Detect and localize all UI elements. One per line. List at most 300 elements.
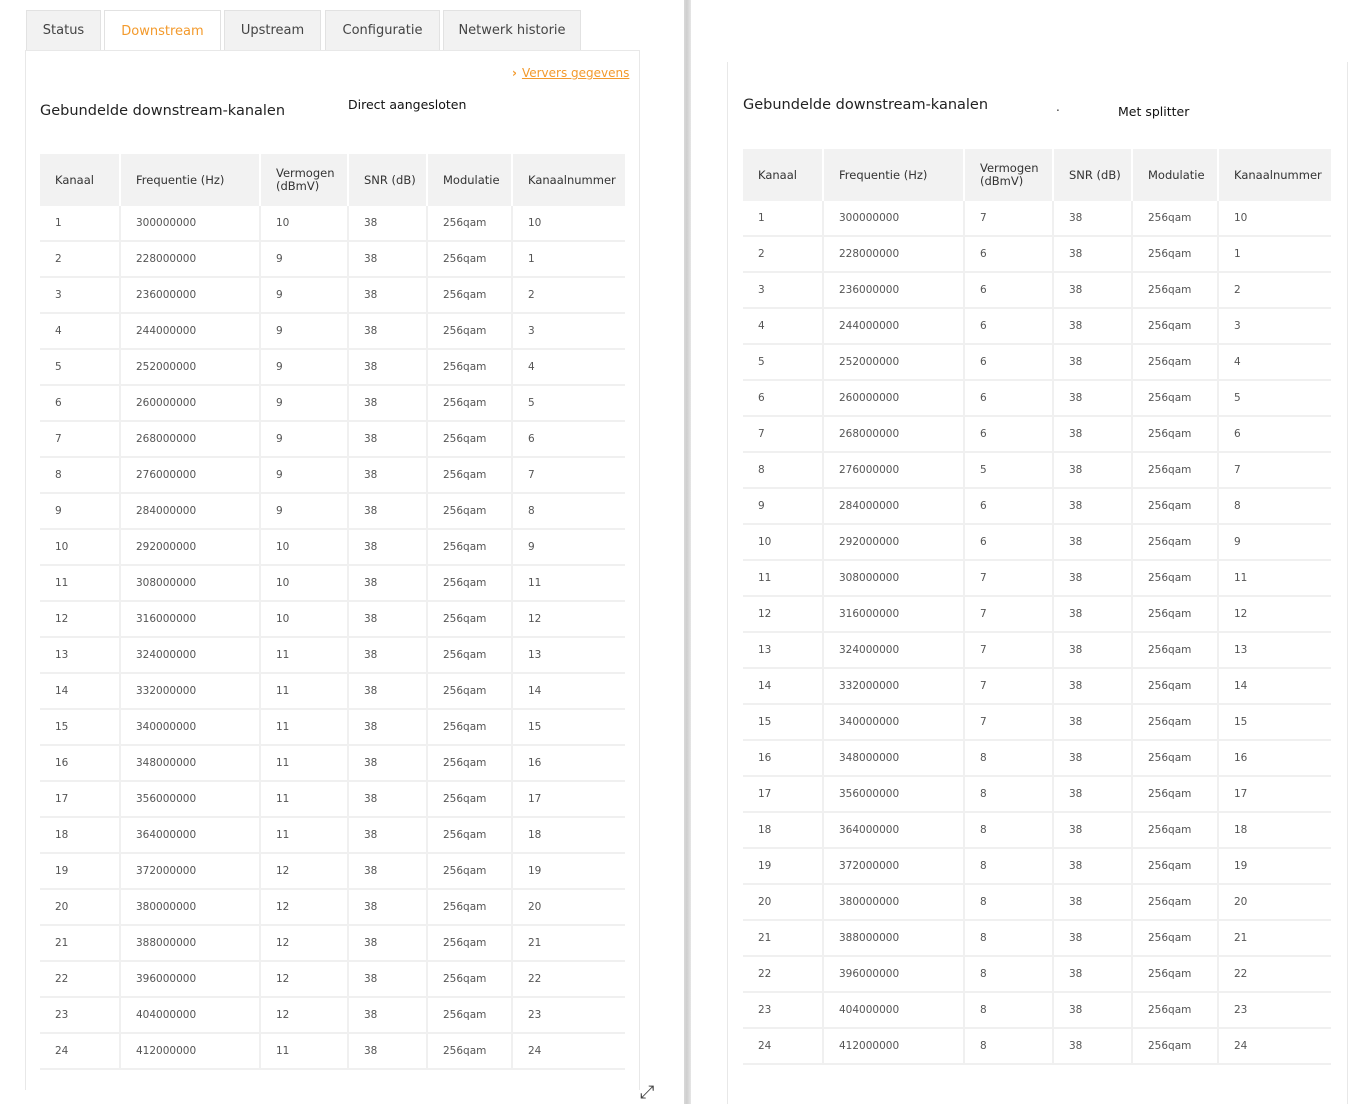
cell-kanaal: 16 — [743, 740, 823, 776]
cell-vermogen: 8 — [964, 992, 1053, 1028]
cell-modulatie: 256qam — [1132, 488, 1218, 524]
cell-kanaal: 22 — [40, 961, 120, 997]
cell-modulatie: 256qam — [427, 601, 512, 637]
cell-frequentie: 388000000 — [120, 925, 260, 961]
cell-snr: 38 — [1053, 308, 1132, 344]
cell-modulatie: 256qam — [1132, 596, 1218, 632]
table-row — [40, 925, 625, 961]
cell-snr: 38 — [1053, 992, 1132, 1028]
cell-modulatie: 256qam — [1132, 956, 1218, 992]
cell-snr: 38 — [348, 1033, 427, 1069]
right-section-title: Gebundelde downstream-kanalen — [743, 97, 989, 113]
cell-frequentie: 412000000 — [120, 1033, 260, 1069]
cell-kanaal: 20 — [40, 889, 120, 925]
table-row — [40, 601, 625, 637]
cell-snr: 38 — [348, 997, 427, 1033]
cell-kanaal: 18 — [743, 812, 823, 848]
cell-modulatie: 256qam — [427, 493, 512, 529]
cell-kanaalnummer: 20 — [1218, 884, 1331, 920]
cell-kanaalnummer: 12 — [512, 601, 625, 637]
cell-snr: 38 — [1053, 560, 1132, 596]
cell-kanaal: 13 — [40, 637, 120, 673]
cell-kanaalnummer: 23 — [1218, 992, 1331, 1028]
cell-kanaal: 8 — [40, 457, 120, 493]
cell-frequentie: 356000000 — [823, 776, 964, 812]
cell-kanaal: 11 — [40, 565, 120, 601]
cell-frequentie: 364000000 — [120, 817, 260, 853]
cell-modulatie: 256qam — [427, 781, 512, 817]
cell-kanaalnummer: 10 — [1218, 201, 1331, 236]
cell-kanaal: 5 — [743, 344, 823, 380]
cell-frequentie: 276000000 — [120, 457, 260, 493]
col-snr: SNR (dB) — [1053, 149, 1132, 201]
tab-configuratie[interactable]: Configuratie — [325, 10, 440, 50]
cell-modulatie: 256qam — [1132, 992, 1218, 1028]
cell-snr: 38 — [348, 781, 427, 817]
cell-frequentie: 324000000 — [823, 632, 964, 668]
cell-kanaalnummer: 21 — [1218, 920, 1331, 956]
cell-frequentie: 332000000 — [120, 673, 260, 709]
cell-snr: 38 — [348, 313, 427, 349]
cell-kanaal: 7 — [743, 416, 823, 452]
chevron-right-icon: › — [512, 66, 517, 80]
col-frequentie: Frequentie (Hz) — [823, 149, 964, 201]
cell-kanaalnummer: 15 — [512, 709, 625, 745]
table-row — [40, 889, 625, 925]
refresh-link[interactable] — [512, 66, 629, 80]
table-row — [743, 452, 1331, 488]
cell-modulatie: 256qam — [427, 206, 512, 241]
table-row — [40, 529, 625, 565]
cell-snr: 38 — [1053, 956, 1132, 992]
cell-modulatie: 256qam — [427, 421, 512, 457]
cell-frequentie: 348000000 — [823, 740, 964, 776]
table-row — [40, 313, 625, 349]
tab-status[interactable]: Status — [26, 10, 101, 50]
cell-vermogen: 9 — [260, 493, 348, 529]
cell-frequentie: 340000000 — [120, 709, 260, 745]
cell-kanaalnummer: 8 — [1218, 488, 1331, 524]
cell-frequentie: 404000000 — [823, 992, 964, 1028]
cell-modulatie: 256qam — [427, 961, 512, 997]
cell-vermogen: 9 — [260, 349, 348, 385]
cell-modulatie: 256qam — [427, 673, 512, 709]
cell-kanaalnummer: 1 — [512, 241, 625, 277]
cell-kanaalnummer: 9 — [1218, 524, 1331, 560]
cell-vermogen: 10 — [260, 529, 348, 565]
col-kanaalnummer: Kanaalnummer — [512, 154, 625, 206]
table-row — [743, 992, 1331, 1028]
cell-kanaalnummer: 12 — [1218, 596, 1331, 632]
table-row — [743, 776, 1331, 812]
cell-snr: 38 — [348, 349, 427, 385]
cell-frequentie: 228000000 — [120, 241, 260, 277]
table-row — [743, 380, 1331, 416]
cell-kanaal: 16 — [40, 745, 120, 781]
cell-frequentie: 260000000 — [120, 385, 260, 421]
cell-modulatie: 256qam — [427, 637, 512, 673]
cell-vermogen: 7 — [964, 596, 1053, 632]
table-row — [40, 745, 625, 781]
cell-modulatie: 256qam — [427, 745, 512, 781]
cell-vermogen: 9 — [260, 385, 348, 421]
cell-vermogen: 9 — [260, 457, 348, 493]
cell-kanaal: 4 — [743, 308, 823, 344]
resize-diagonal-icon[interactable]: ⤢ — [640, 1082, 655, 1103]
cell-vermogen: 12 — [260, 853, 348, 889]
table-row — [40, 241, 625, 277]
cell-frequentie: 308000000 — [120, 565, 260, 601]
cell-modulatie: 256qam — [427, 889, 512, 925]
table-row — [40, 565, 625, 601]
cell-modulatie: 256qam — [427, 349, 512, 385]
table-row — [743, 596, 1331, 632]
cell-kanaal: 3 — [40, 277, 120, 313]
cell-frequentie: 244000000 — [823, 308, 964, 344]
cell-snr: 38 — [348, 385, 427, 421]
cell-snr: 38 — [348, 206, 427, 241]
cell-frequentie: 372000000 — [823, 848, 964, 884]
table-row — [40, 637, 625, 673]
cell-snr: 38 — [348, 457, 427, 493]
table-row — [40, 817, 625, 853]
cell-snr: 38 — [348, 565, 427, 601]
cell-kanaal: 24 — [743, 1028, 823, 1064]
tab-netwerk-historie[interactable]: Netwerk historie — [443, 10, 581, 50]
cell-vermogen: 8 — [964, 920, 1053, 956]
cell-kanaalnummer: 20 — [512, 889, 625, 925]
cell-modulatie: 256qam — [427, 277, 512, 313]
cell-frequentie: 276000000 — [823, 452, 964, 488]
cell-kanaalnummer: 16 — [1218, 740, 1331, 776]
cell-kanaalnummer: 4 — [1218, 344, 1331, 380]
cell-kanaalnummer: 19 — [512, 853, 625, 889]
cell-modulatie: 256qam — [427, 529, 512, 565]
cell-vermogen: 7 — [964, 560, 1053, 596]
left-section-title: Gebundelde downstream-kanalen — [40, 103, 286, 119]
cell-frequentie: 340000000 — [823, 704, 964, 740]
cell-vermogen: 6 — [964, 524, 1053, 560]
table-row — [743, 416, 1331, 452]
cell-kanaal: 15 — [40, 709, 120, 745]
col-vermogen: Vermogen (dBmV) — [964, 149, 1053, 201]
cell-kanaalnummer: 4 — [512, 349, 625, 385]
cell-kanaal: 12 — [743, 596, 823, 632]
cell-kanaal: 5 — [40, 349, 120, 385]
table-row — [40, 961, 625, 997]
cell-modulatie: 256qam — [427, 457, 512, 493]
cell-vermogen: 6 — [964, 488, 1053, 524]
cell-vermogen: 9 — [260, 313, 348, 349]
right-note: Met splitter — [1118, 104, 1190, 119]
cell-vermogen: 12 — [260, 997, 348, 1033]
cell-frequentie: 396000000 — [120, 961, 260, 997]
cell-frequentie: 380000000 — [120, 889, 260, 925]
cell-kanaal: 12 — [40, 601, 120, 637]
cell-kanaalnummer: 22 — [512, 961, 625, 997]
cell-frequentie: 396000000 — [823, 956, 964, 992]
table-row — [40, 1033, 625, 1069]
cell-modulatie: 256qam — [427, 313, 512, 349]
cell-kanaal: 22 — [743, 956, 823, 992]
cell-kanaal: 18 — [40, 817, 120, 853]
cell-vermogen: 8 — [964, 848, 1053, 884]
cell-snr: 38 — [348, 529, 427, 565]
table-row — [743, 740, 1331, 776]
col-snr: SNR (dB) — [348, 154, 427, 206]
cell-vermogen: 11 — [260, 781, 348, 817]
cell-modulatie: 256qam — [1132, 308, 1218, 344]
cell-vermogen: 12 — [260, 925, 348, 961]
cell-frequentie: 412000000 — [823, 1028, 964, 1064]
table-row — [40, 997, 625, 1033]
cell-snr: 38 — [348, 601, 427, 637]
cell-frequentie: 372000000 — [120, 853, 260, 889]
cell-kanaalnummer: 8 — [512, 493, 625, 529]
cell-snr: 38 — [1053, 344, 1132, 380]
table-row — [743, 812, 1331, 848]
left-note: Direct aangesloten — [348, 97, 467, 112]
cell-vermogen: 7 — [964, 201, 1053, 236]
cell-snr: 38 — [1053, 416, 1132, 452]
cell-frequentie: 268000000 — [120, 421, 260, 457]
table-row — [40, 493, 625, 529]
cell-vermogen: 8 — [964, 1028, 1053, 1064]
cell-frequentie: 316000000 — [823, 596, 964, 632]
cell-kanaalnummer: 21 — [512, 925, 625, 961]
cell-kanaalnummer: 2 — [1218, 272, 1331, 308]
cell-snr: 38 — [1053, 236, 1132, 272]
cell-frequentie: 356000000 — [120, 781, 260, 817]
cell-kanaal: 3 — [743, 272, 823, 308]
cell-kanaalnummer: 11 — [1218, 560, 1331, 596]
cell-frequentie: 388000000 — [823, 920, 964, 956]
cell-frequentie: 292000000 — [120, 529, 260, 565]
cell-kanaal: 6 — [40, 385, 120, 421]
cell-modulatie: 256qam — [1132, 344, 1218, 380]
table-row — [40, 673, 625, 709]
cell-vermogen: 5 — [964, 452, 1053, 488]
cell-kanaalnummer: 24 — [1218, 1028, 1331, 1064]
cell-frequentie: 380000000 — [823, 884, 964, 920]
cell-kanaalnummer: 11 — [512, 565, 625, 601]
cell-snr: 38 — [348, 925, 427, 961]
col-kanaal: Kanaal — [40, 154, 120, 206]
cell-vermogen: 11 — [260, 637, 348, 673]
cell-frequentie: 268000000 — [823, 416, 964, 452]
cell-snr: 38 — [348, 709, 427, 745]
cell-vermogen: 8 — [964, 776, 1053, 812]
table-row — [40, 385, 625, 421]
cell-kanaalnummer: 23 — [512, 997, 625, 1033]
tab-upstream[interactable]: Upstream — [224, 10, 321, 50]
cell-kanaalnummer: 22 — [1218, 956, 1331, 992]
cell-modulatie: 256qam — [1132, 416, 1218, 452]
cell-kanaalnummer: 7 — [512, 457, 625, 493]
cell-vermogen: 6 — [964, 416, 1053, 452]
cell-modulatie: 256qam — [427, 817, 512, 853]
cell-kanaal: 21 — [40, 925, 120, 961]
channel-table-direct — [40, 154, 625, 1070]
cell-frequentie: 308000000 — [823, 560, 964, 596]
table-row — [743, 632, 1331, 668]
table-row — [743, 308, 1331, 344]
table-row — [743, 668, 1331, 704]
cell-snr: 38 — [1053, 452, 1132, 488]
cell-modulatie: 256qam — [1132, 884, 1218, 920]
cell-modulatie: 256qam — [1132, 920, 1218, 956]
table-row — [743, 488, 1331, 524]
cell-vermogen: 11 — [260, 745, 348, 781]
cell-vermogen: 12 — [260, 961, 348, 997]
cell-snr: 38 — [1053, 668, 1132, 704]
cell-frequentie: 316000000 — [120, 601, 260, 637]
cell-snr: 38 — [1053, 201, 1132, 236]
cell-kanaalnummer: 17 — [512, 781, 625, 817]
cell-kanaal: 13 — [743, 632, 823, 668]
cell-vermogen: 9 — [260, 241, 348, 277]
cell-modulatie: 256qam — [1132, 524, 1218, 560]
cell-snr: 38 — [348, 277, 427, 313]
cell-vermogen: 8 — [964, 956, 1053, 992]
col-kanaal: Kanaal — [743, 149, 823, 201]
cell-vermogen: 10 — [260, 601, 348, 637]
cell-kanaalnummer: 5 — [1218, 380, 1331, 416]
cell-kanaalnummer: 6 — [512, 421, 625, 457]
cell-vermogen: 6 — [964, 380, 1053, 416]
cell-modulatie: 256qam — [427, 997, 512, 1033]
cell-kanaalnummer: 13 — [512, 637, 625, 673]
cell-frequentie: 284000000 — [120, 493, 260, 529]
table-row — [743, 344, 1331, 380]
cell-snr: 38 — [348, 745, 427, 781]
cell-kanaal: 11 — [743, 560, 823, 596]
table-row — [40, 206, 625, 241]
cell-modulatie: 256qam — [1132, 740, 1218, 776]
cell-modulatie: 256qam — [1132, 668, 1218, 704]
cell-kanaalnummer: 7 — [1218, 452, 1331, 488]
cell-snr: 38 — [1053, 632, 1132, 668]
cell-modulatie: 256qam — [1132, 776, 1218, 812]
cell-snr: 38 — [348, 853, 427, 889]
cell-frequentie: 236000000 — [823, 272, 964, 308]
cell-modulatie: 256qam — [1132, 812, 1218, 848]
cell-modulatie: 256qam — [1132, 560, 1218, 596]
cell-vermogen: 8 — [964, 812, 1053, 848]
cell-kanaal: 14 — [743, 668, 823, 704]
cell-vermogen: 8 — [964, 740, 1053, 776]
cell-kanaal: 20 — [743, 884, 823, 920]
cell-kanaalnummer: 14 — [512, 673, 625, 709]
cell-snr: 38 — [1053, 1028, 1132, 1064]
cell-vermogen: 7 — [964, 704, 1053, 740]
table-row — [40, 277, 625, 313]
cell-kanaalnummer: 16 — [512, 745, 625, 781]
table-row — [40, 853, 625, 889]
cell-frequentie: 364000000 — [823, 812, 964, 848]
cell-frequentie: 228000000 — [823, 236, 964, 272]
cell-modulatie: 256qam — [427, 241, 512, 277]
cell-snr: 38 — [1053, 920, 1132, 956]
cell-snr: 38 — [348, 961, 427, 997]
cell-vermogen: 8 — [964, 884, 1053, 920]
table-row — [40, 709, 625, 745]
cell-frequentie: 244000000 — [120, 313, 260, 349]
table-row — [743, 848, 1331, 884]
cell-frequentie: 332000000 — [823, 668, 964, 704]
cell-kanaalnummer: 5 — [512, 385, 625, 421]
cell-snr: 38 — [1053, 272, 1132, 308]
cell-kanaal: 23 — [743, 992, 823, 1028]
cell-vermogen: 12 — [260, 889, 348, 925]
cell-kanaal: 24 — [40, 1033, 120, 1069]
cell-kanaal: 21 — [743, 920, 823, 956]
cell-kanaalnummer: 24 — [512, 1033, 625, 1069]
table-row — [743, 956, 1331, 992]
cell-snr: 38 — [1053, 884, 1132, 920]
cell-modulatie: 256qam — [1132, 704, 1218, 740]
cell-frequentie: 252000000 — [120, 349, 260, 385]
cell-vermogen: 9 — [260, 277, 348, 313]
cell-kanaalnummer: 1 — [1218, 236, 1331, 272]
cell-kanaalnummer: 19 — [1218, 848, 1331, 884]
tab-downstream[interactable]: Downstream — [104, 10, 221, 51]
table-row — [40, 781, 625, 817]
table-header-row — [743, 149, 1331, 201]
col-kanaalnummer: Kanaalnummer — [1218, 149, 1331, 201]
cell-frequentie: 236000000 — [120, 277, 260, 313]
table-row — [743, 524, 1331, 560]
cell-kanaalnummer: 17 — [1218, 776, 1331, 812]
table-row — [743, 704, 1331, 740]
cell-kanaal: 9 — [40, 493, 120, 529]
cell-modulatie: 256qam — [427, 853, 512, 889]
table-row — [40, 349, 625, 385]
cell-vermogen: 6 — [964, 272, 1053, 308]
cell-modulatie: 256qam — [1132, 201, 1218, 236]
cell-vermogen: 9 — [260, 421, 348, 457]
cell-snr: 38 — [1053, 776, 1132, 812]
cell-kanaal: 14 — [40, 673, 120, 709]
cell-kanaal: 15 — [743, 704, 823, 740]
table-header-row — [40, 154, 625, 206]
cell-kanaal: 23 — [40, 997, 120, 1033]
cell-snr: 38 — [348, 637, 427, 673]
cell-snr: 38 — [348, 817, 427, 853]
cell-modulatie: 256qam — [1132, 272, 1218, 308]
cell-snr: 38 — [1053, 380, 1132, 416]
table-row — [743, 920, 1331, 956]
cell-modulatie: 256qam — [427, 565, 512, 601]
cell-frequentie: 324000000 — [120, 637, 260, 673]
table-row — [40, 457, 625, 493]
cell-frequentie: 252000000 — [823, 344, 964, 380]
cell-kanaalnummer: 15 — [1218, 704, 1331, 740]
cell-kanaalnummer: 2 — [512, 277, 625, 313]
window-divider — [684, 0, 691, 1104]
cell-snr: 38 — [348, 889, 427, 925]
cell-snr: 38 — [1053, 488, 1132, 524]
cell-kanaal: 4 — [40, 313, 120, 349]
cell-vermogen: 10 — [260, 206, 348, 241]
table-row — [743, 272, 1331, 308]
col-vermogen: Vermogen (dBmV) — [260, 154, 348, 206]
cell-vermogen: 11 — [260, 673, 348, 709]
cell-kanaal: 10 — [743, 524, 823, 560]
col-frequentie: Frequentie (Hz) — [120, 154, 260, 206]
channel-table-splitter — [743, 149, 1331, 1065]
table-row — [743, 201, 1331, 236]
